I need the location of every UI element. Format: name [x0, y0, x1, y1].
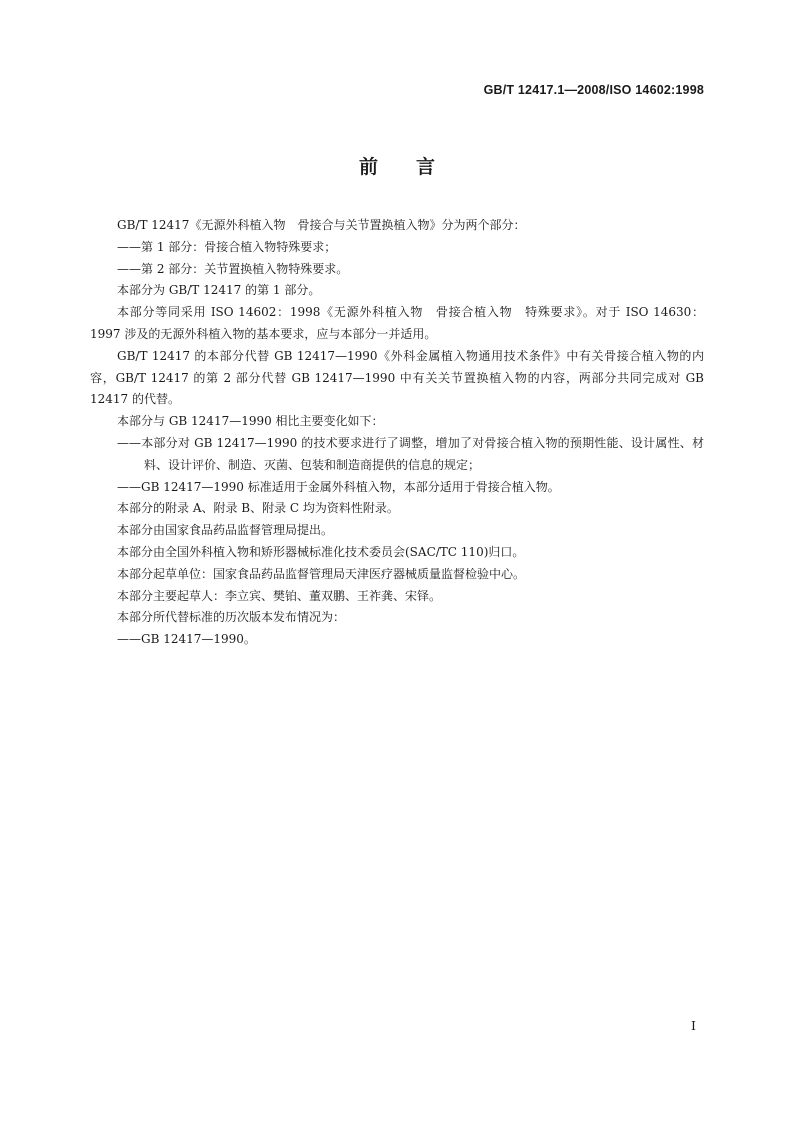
paragraph-history-intro: 本部分所代替标准的历次版本发布情况为：	[117, 610, 346, 625]
list-item-change2: ——GB 12417—1990 标准适用于金属外科植入物，本部分适用于骨接合植入物。	[117, 479, 560, 494]
list-item-change1: ——本部分对 GB 12417—1990 的技术要求进行了调整，增加了对骨接合植入物的预期性能、设计属性、材料、设计评价、制造、灭菌、包装和制造商提供的信息的规定；	[117, 435, 704, 472]
standard-code-header: GB/T 12417.1—2008/ISO 14602:1998	[483, 83, 704, 97]
page-number: I	[691, 1018, 696, 1033]
paragraph-intro: GB/T 12417《无源外科植入物 骨接合与关节置换植入物》分为两个部分：	[117, 218, 526, 232]
paragraph-proposed-by: 本部分由国家食品药品监督管理局提出。	[117, 523, 334, 538]
paragraph-technical-committee: 本部分由全国外科植入物和矫形器械标准化技术委员会(SAC/TC 110)归口。	[117, 544, 525, 559]
list-item-part1: ——第 1 部分：骨接合植入物特殊要求；	[117, 239, 337, 254]
paragraph-replacement: GB/T 12417 的本部分代替 GB 12417—1990《外科金属植入物通用技术条件》中有关骨接合植入物的内容，GB/T 12417 的第 2 部分代替 GB 12417—1990 中有关关节置换植入物的内容，两部分共同完成对 GB 12417 的代替。	[90, 348, 704, 407]
paragraph-drafters: 本部分主要起草人：李立宾、樊铂、董双鹏、王祚龚、宋铎。	[117, 588, 442, 603]
foreword-body	[90, 215, 704, 651]
paragraph-changes-intro: 本部分与 GB 12417—1990 相比主要变化如下：	[117, 414, 384, 429]
paragraph-iso-adoption: 本部分等同采用 ISO 14602：1998《无源外科植入物 骨接合植入物 特殊要求》。对于 ISO 14630：1997 涉及的无源外科植入物的基本要求，应与本部分一并适用。	[90, 305, 704, 341]
paragraph-scope: 本部分为 GB/T 12417 的第 1 部分。	[117, 283, 321, 298]
list-item-history: ——GB 12417—1990。	[117, 632, 256, 647]
paragraph-annexes: 本部分的附录 A、附录 B、附录 C 均为资料性附录。	[117, 501, 399, 516]
list-item-part2: ——第 2 部分：关节置换植入物特殊要求。	[117, 261, 349, 276]
paragraph-drafting-unit: 本部分起草单位：国家食品药品监督管理局天津医疗器械质量监督检验中心。	[117, 566, 526, 581]
page-title: 前言	[358, 156, 473, 178]
